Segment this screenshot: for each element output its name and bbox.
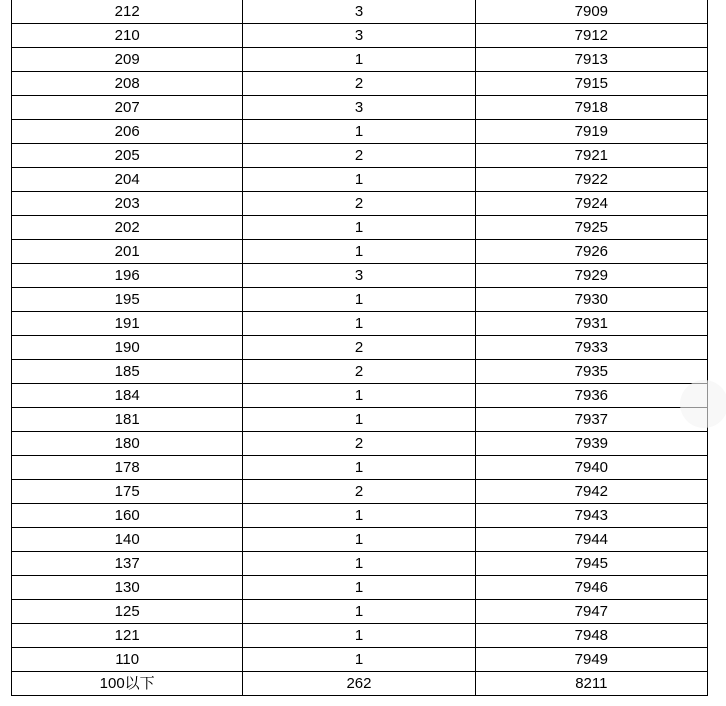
- score-cell: 204: [12, 168, 243, 192]
- cumulative-cell: 7922: [475, 168, 707, 192]
- cumulative-cell: 7942: [475, 480, 707, 504]
- table-row: [12, 96, 708, 120]
- count-cell: 2: [243, 360, 475, 384]
- table-row: [12, 312, 708, 336]
- score-cell: 181: [12, 408, 243, 432]
- table-row: [12, 624, 708, 648]
- count-cell: 2: [243, 432, 475, 456]
- score-cell: 140: [12, 528, 243, 552]
- cumulative-cell: 7931: [475, 312, 707, 336]
- cumulative-cell: 7930: [475, 288, 707, 312]
- cumulative-cell: 7926: [475, 240, 707, 264]
- cumulative-cell: 7912: [475, 24, 707, 48]
- table-row: [12, 24, 708, 48]
- count-cell: 1: [243, 552, 475, 576]
- score-cell: 201: [12, 240, 243, 264]
- table-row: [12, 0, 708, 24]
- table-row: [12, 240, 708, 264]
- cumulative-cell: 7913: [475, 48, 707, 72]
- table-row: [12, 552, 708, 576]
- cumulative-cell: 7946: [475, 576, 707, 600]
- cumulative-cell: 7918: [475, 96, 707, 120]
- count-cell: 1: [243, 168, 475, 192]
- count-cell: 1: [243, 288, 475, 312]
- count-cell: 1: [243, 48, 475, 72]
- cumulative-cell: 7925: [475, 216, 707, 240]
- count-cell: 1: [243, 312, 475, 336]
- score-distribution-table: [11, 0, 708, 696]
- count-cell: 2: [243, 144, 475, 168]
- cumulative-cell: 7947: [475, 600, 707, 624]
- count-cell: 1: [243, 504, 475, 528]
- cumulative-cell: 7939: [475, 432, 707, 456]
- count-cell: 262: [243, 672, 475, 696]
- cumulative-cell: 7949: [475, 648, 707, 672]
- count-cell: 1: [243, 624, 475, 648]
- count-cell: 1: [243, 528, 475, 552]
- cumulative-cell: 7948: [475, 624, 707, 648]
- count-cell: 1: [243, 120, 475, 144]
- table-row: [12, 144, 708, 168]
- score-cell: 212: [12, 0, 243, 24]
- score-cell: 178: [12, 456, 243, 480]
- table-row: [12, 504, 708, 528]
- table-row: [12, 672, 708, 696]
- count-cell: 1: [243, 576, 475, 600]
- table-row: [12, 360, 708, 384]
- table-body: [12, 0, 708, 696]
- score-cell: 100以下: [12, 672, 243, 696]
- table-row: [12, 192, 708, 216]
- table-row: [12, 288, 708, 312]
- score-distribution-sheet: [11, 0, 708, 696]
- score-cell: 208: [12, 72, 243, 96]
- table-row: [12, 456, 708, 480]
- table-row: [12, 528, 708, 552]
- score-cell: 202: [12, 216, 243, 240]
- cumulative-cell: 7937: [475, 408, 707, 432]
- score-cell: 121: [12, 624, 243, 648]
- table-row: [12, 264, 708, 288]
- cumulative-cell: 8211: [475, 672, 707, 696]
- count-cell: 2: [243, 72, 475, 96]
- count-cell: 1: [243, 600, 475, 624]
- table-row: [12, 168, 708, 192]
- count-cell: 3: [243, 0, 475, 24]
- score-cell: 180: [12, 432, 243, 456]
- count-cell: 2: [243, 192, 475, 216]
- cumulative-cell: 7924: [475, 192, 707, 216]
- floating-action-button[interactable]: [680, 380, 726, 428]
- table-row: [12, 384, 708, 408]
- score-cell: 184: [12, 384, 243, 408]
- count-cell: 1: [243, 240, 475, 264]
- count-cell: 1: [243, 408, 475, 432]
- score-cell: 209: [12, 48, 243, 72]
- table-row: [12, 72, 708, 96]
- score-cell: 137: [12, 552, 243, 576]
- score-cell: 190: [12, 336, 243, 360]
- table-row: [12, 600, 708, 624]
- score-cell: 210: [12, 24, 243, 48]
- cumulative-cell: 7935: [475, 360, 707, 384]
- count-cell: 2: [243, 480, 475, 504]
- count-cell: 1: [243, 648, 475, 672]
- score-cell: 110: [12, 648, 243, 672]
- cumulative-cell: 7940: [475, 456, 707, 480]
- score-cell: 185: [12, 360, 243, 384]
- score-cell: 160: [12, 504, 243, 528]
- score-cell: 203: [12, 192, 243, 216]
- cumulative-cell: 7915: [475, 72, 707, 96]
- score-cell: 207: [12, 96, 243, 120]
- count-cell: 2: [243, 336, 475, 360]
- cumulative-cell: 7943: [475, 504, 707, 528]
- score-cell: 191: [12, 312, 243, 336]
- count-cell: 1: [243, 456, 475, 480]
- cumulative-cell: 7933: [475, 336, 707, 360]
- cumulative-cell: 7929: [475, 264, 707, 288]
- cumulative-cell: 7909: [475, 0, 707, 24]
- count-cell: 3: [243, 264, 475, 288]
- score-cell: 125: [12, 600, 243, 624]
- cumulative-cell: 7945: [475, 552, 707, 576]
- cumulative-cell: 7921: [475, 144, 707, 168]
- score-cell: 196: [12, 264, 243, 288]
- score-cell: 195: [12, 288, 243, 312]
- count-cell: 1: [243, 216, 475, 240]
- score-cell: 205: [12, 144, 243, 168]
- table-row: [12, 120, 708, 144]
- table-row: [12, 576, 708, 600]
- cumulative-cell: 7919: [475, 120, 707, 144]
- cumulative-cell: 7936: [475, 384, 707, 408]
- count-cell: 3: [243, 24, 475, 48]
- table-row: [12, 408, 708, 432]
- table-row: [12, 48, 708, 72]
- table-row: [12, 432, 708, 456]
- score-cell: 206: [12, 120, 243, 144]
- table-row: [12, 648, 708, 672]
- cumulative-cell: 7944: [475, 528, 707, 552]
- score-cell: 130: [12, 576, 243, 600]
- table-row: [12, 480, 708, 504]
- count-cell: 3: [243, 96, 475, 120]
- table-row: [12, 216, 708, 240]
- table-row: [12, 336, 708, 360]
- count-cell: 1: [243, 384, 475, 408]
- score-cell: 175: [12, 480, 243, 504]
